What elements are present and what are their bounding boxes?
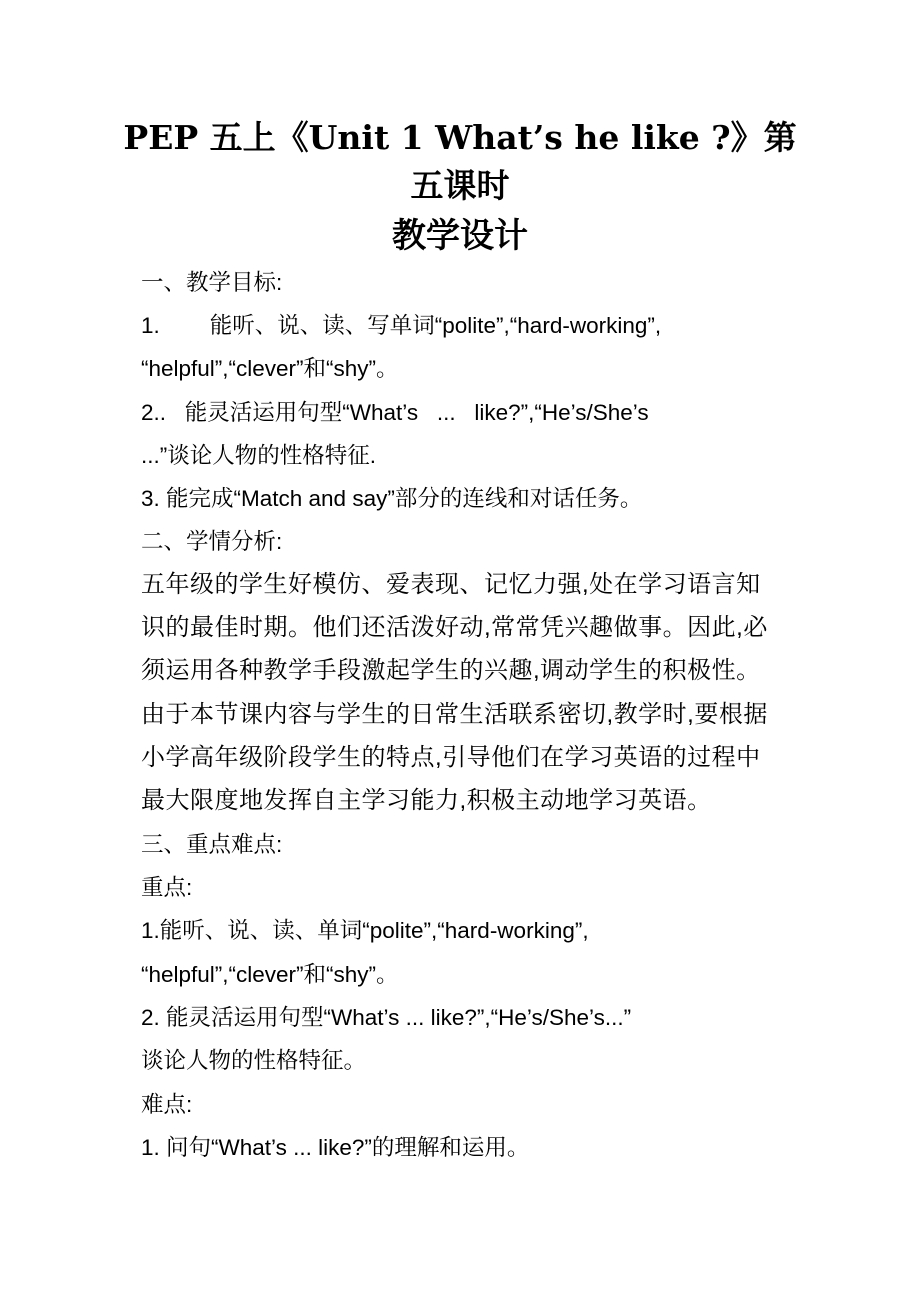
key-point-1-line-1: 1.能听、说、读、单词“polite”,“hard-working”,	[141, 918, 589, 943]
key-point-2-line-2: 谈论人物的性格特征。	[141, 1048, 367, 1073]
analysis-line-2: 识的最佳时期。他们还活泼好动,常常凭兴趣做事。因此,必	[141, 614, 768, 641]
title-line-2: 五课时	[410, 166, 510, 205]
analysis-line-5: 小学高年级阶段学生的特点,引导他们在学习英语的过程中	[141, 744, 761, 771]
difficult-point-1: 1. 问句“What’s ... like?”的理解和运用。	[141, 1135, 530, 1160]
key-points-label: 重点:	[141, 875, 193, 900]
title-line-1: PEP 五上《Unit 1 What’s he like ?》第	[123, 118, 797, 157]
section-3-heading: 三、重点难点:	[141, 832, 283, 857]
section-2-heading: 二、学情分析:	[141, 529, 283, 554]
goal-1-line-2: “helpful”,“clever”和“shy”。	[141, 356, 399, 381]
goal-2-line-2: ...”谈论人物的性格特征.	[141, 443, 376, 468]
section-1-heading: 一、教学目标:	[141, 270, 283, 295]
difficult-points-label: 难点:	[141, 1092, 193, 1117]
key-point-2-line-1: 2. 能灵活运用句型“What’s ... like?”,“He’s/She’s...”	[141, 1005, 632, 1030]
goal-3: 3. 能完成“Match and say”部分的连线和对话任务。	[141, 486, 643, 511]
analysis-line-6: 最大限度地发挥自主学习能力,积极主动地学习英语。	[141, 787, 712, 814]
key-point-1-line-2: “helpful”,“clever”和“shy”。	[141, 962, 399, 987]
analysis-line-4: 由于本节课内容与学生的日常生活联系密切,教学时,要根据	[141, 701, 768, 728]
goal-2-line-1: 2.. 能灵活运用句型“What’s ... like?”,“He’s/She’s	[141, 400, 649, 425]
title-line-3: 教学设计	[392, 216, 528, 256]
analysis-line-3: 须运用各种教学手段激起学生的兴趣,调动学生的积极性。	[141, 657, 761, 684]
goal-1-line-1: 1. 能听、说、读、写单词“polite”,“hard-working”,	[141, 313, 662, 338]
analysis-line-1: 五年级的学生好模仿、爱表现、记忆力强,处在学习语言知	[141, 571, 761, 598]
